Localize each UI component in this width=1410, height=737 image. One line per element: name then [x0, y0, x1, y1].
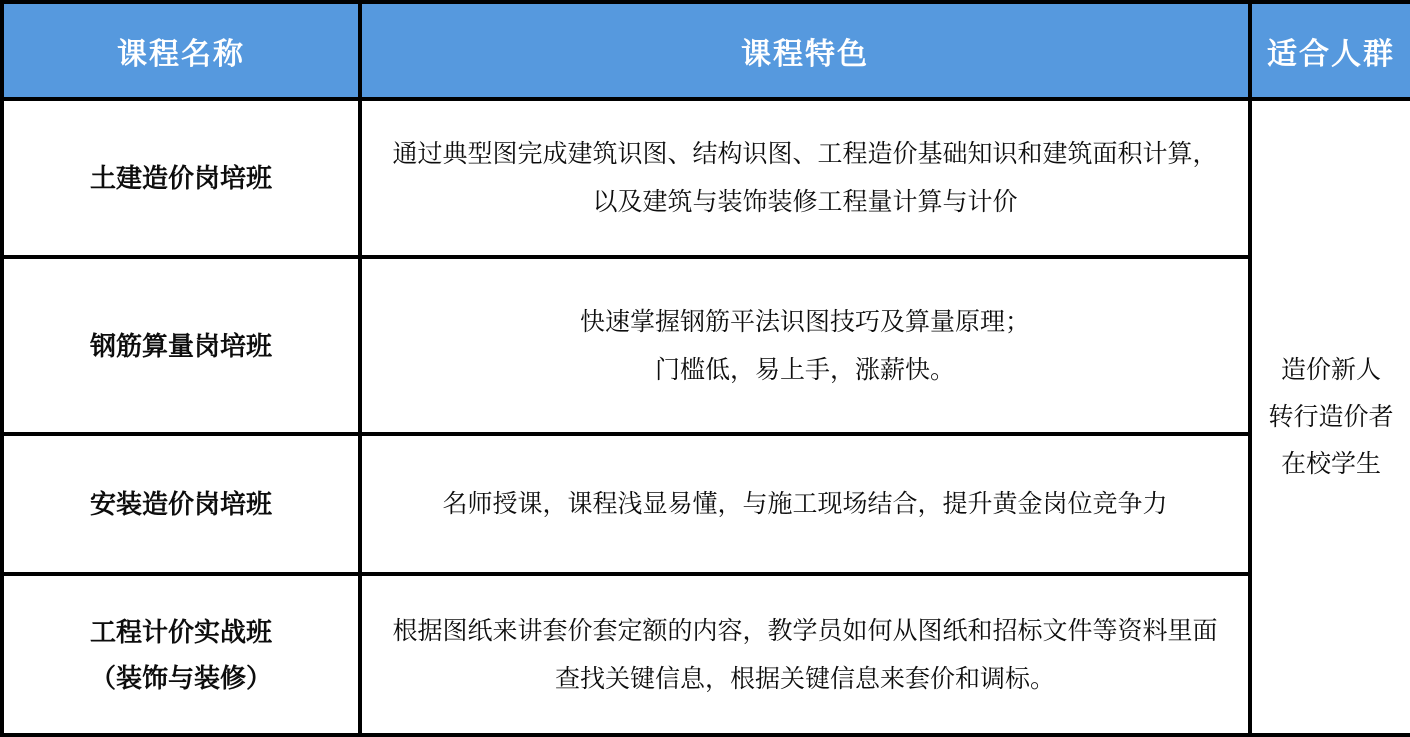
- table-row: [2, 434, 1410, 574]
- table-row: [2, 99, 1410, 257]
- table-header-row: [2, 2, 1410, 99]
- course-features-text: 门槛低，易上手，涨薪快。: [654, 355, 955, 384]
- table-row: [2, 257, 1410, 434]
- header-audience: 适合人群: [1250, 2, 1410, 99]
- table-row: [2, 574, 1410, 735]
- course-name-text: 安装造价岗培班: [89, 489, 272, 519]
- course-name-cell: [2, 434, 360, 574]
- course-name-text: 工程计价实战班: [89, 616, 272, 647]
- course-name-text: 钢筋算量岗培班: [89, 330, 272, 361]
- course-features-cell: [360, 434, 1250, 574]
- audience-text: 造价新人: [1280, 355, 1381, 384]
- course-name-cell: [2, 574, 360, 735]
- course-name-cell: [2, 257, 360, 434]
- course-name-cell: [2, 99, 360, 257]
- audience-text: 在校学生: [1280, 449, 1381, 478]
- header-course-name: 课程名称: [2, 2, 360, 99]
- course-name-text: （装饰与装修）: [89, 662, 272, 693]
- header-course-features: 课程特色: [360, 2, 1250, 99]
- course-features-text: 名师授课，课程浅显易懂，与施工现场结合，提升黄金岗位竞争力: [442, 490, 1168, 518]
- course-features-cell: [360, 574, 1250, 735]
- course-features-cell: [360, 257, 1250, 434]
- audience-text: 转行造价者: [1268, 402, 1394, 431]
- course-features-text: 通过典型图完成建筑识图、结构识图、工程造价基础知识和建筑面积计算，: [392, 140, 1218, 168]
- course-features-text: 快速掌握钢筋平法识图技巧及算量原理；: [579, 307, 1030, 336]
- course-features-text: 以及建筑与装饰装修工程量计算与计价: [592, 188, 1018, 216]
- course-features-text: 根据图纸来讲套价套定额的内容，教学员如何从图纸和招标文件等资料里面: [392, 616, 1218, 645]
- audience-cell: [1250, 99, 1410, 735]
- course-features-cell: [360, 99, 1250, 257]
- course-name-text: 土建造价岗培班: [89, 163, 272, 193]
- course-features-text: 查找关键信息，根据关键信息来套价和调标。: [554, 664, 1055, 693]
